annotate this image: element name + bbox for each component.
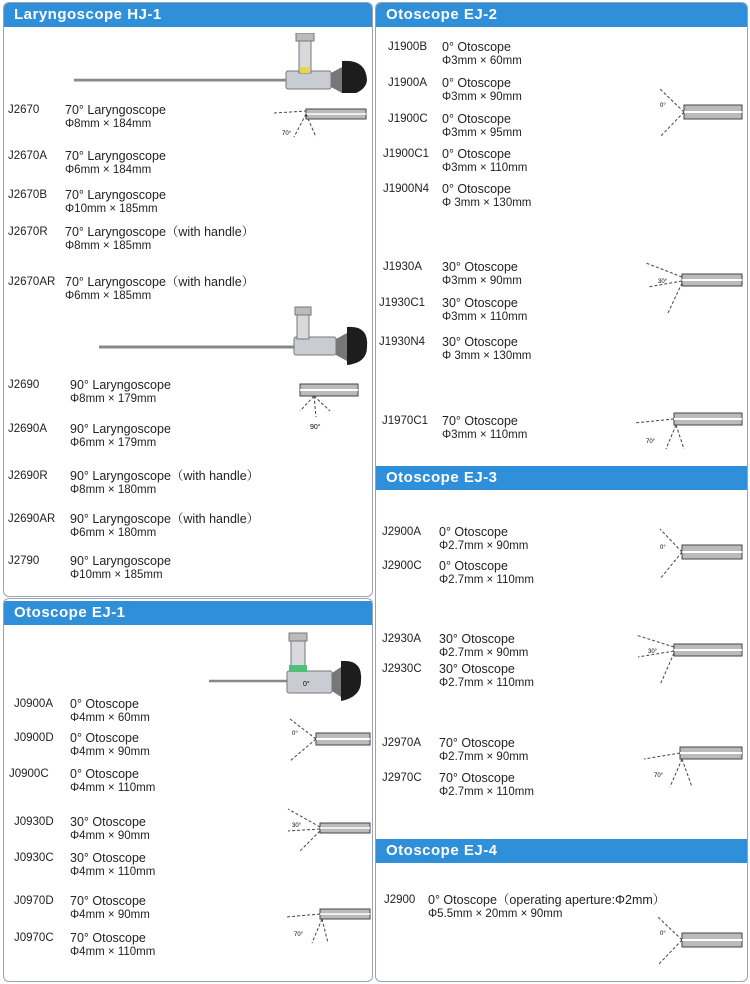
product-dimensions: Φ8mm × 184mm bbox=[65, 118, 152, 130]
product-dimensions: Φ4mm × 90mm bbox=[70, 830, 150, 842]
product-dimensions: Φ3mm × 95mm bbox=[442, 127, 522, 139]
angle-label: 30° bbox=[658, 279, 668, 285]
product-name: 0° Otoscope bbox=[442, 40, 511, 54]
product-code: J2930A bbox=[382, 633, 422, 645]
product-name: 70° Otoscope bbox=[70, 894, 146, 908]
otoscope-30-tip-diagram bbox=[286, 805, 371, 855]
product-code: J1930A bbox=[383, 261, 423, 273]
product-name: 70° Laryngoscope（with handle） bbox=[65, 225, 255, 239]
product-name: 0° Otoscope bbox=[70, 697, 139, 711]
otoscope-ej1-illustration bbox=[209, 631, 369, 701]
product-name: 30° Otoscope bbox=[70, 851, 146, 865]
product-dimensions: Φ2.7mm × 90mm bbox=[439, 751, 529, 763]
product-name: 70° Otoscope bbox=[442, 414, 518, 428]
product-dimensions: Φ2.7mm × 90mm bbox=[439, 647, 529, 659]
product-name: 30° Otoscope bbox=[439, 662, 515, 676]
otoscope-right-panel bbox=[375, 2, 748, 982]
product-dimensions: Φ4mm × 60mm bbox=[70, 712, 150, 724]
product-code: J2900 bbox=[384, 894, 416, 906]
product-dimensions: Φ2.7mm × 110mm bbox=[439, 574, 534, 586]
product-dimensions: Φ5.5mm × 20mm × 90mm bbox=[428, 908, 563, 920]
product-name: 0° Otoscope bbox=[439, 525, 508, 539]
laryngoscope-hj1-panel bbox=[3, 2, 373, 597]
section-title: Otoscope EJ-3 bbox=[376, 466, 747, 490]
section-title: Otoscope EJ-1 bbox=[4, 601, 372, 625]
angle-label: 70° bbox=[654, 773, 664, 779]
product-name: 90° Laryngoscope bbox=[70, 378, 171, 392]
product-name: 90° Laryngoscope（with handle） bbox=[70, 512, 260, 526]
product-code: J1900A bbox=[388, 77, 428, 89]
product-code: J2670AR bbox=[8, 276, 56, 288]
product-dimensions: Φ6mm × 185mm bbox=[65, 290, 152, 302]
product-name: 30° Otoscope bbox=[70, 815, 146, 829]
section-title: Otoscope EJ-4 bbox=[376, 839, 747, 863]
product-name: 0° Otoscope bbox=[70, 767, 139, 781]
product-code: J1900C1 bbox=[383, 148, 430, 160]
product-dimensions: Φ10mm × 185mm bbox=[65, 203, 158, 215]
angle-label: 30° bbox=[648, 649, 658, 655]
product-code: J0900A bbox=[14, 698, 54, 710]
product-code: J0970C bbox=[14, 932, 54, 944]
product-code: J1900B bbox=[388, 41, 428, 53]
product-code: J0930D bbox=[14, 816, 54, 828]
product-code: J2930C bbox=[382, 663, 422, 675]
laryngoscope-70-tip-diagram bbox=[274, 97, 369, 139]
product-dimensions: Φ8mm × 179mm bbox=[70, 393, 157, 405]
product-dimensions: Φ8mm × 180mm bbox=[70, 484, 157, 496]
product-name: 70° Otoscope bbox=[70, 931, 146, 945]
otoscope-70-tip-diagram bbox=[286, 899, 371, 949]
product-dimensions: Φ2.7mm × 110mm bbox=[439, 677, 534, 689]
product-code: J0900D bbox=[14, 732, 54, 744]
otoscope-ej1-panel bbox=[3, 598, 373, 982]
angle-label: 0° bbox=[660, 103, 666, 109]
angle-label: 30° bbox=[292, 823, 302, 829]
product-name: 70° Laryngoscope bbox=[65, 188, 166, 202]
product-dimensions: Φ4mm × 110mm bbox=[70, 946, 156, 958]
section-title: Otoscope EJ-2 bbox=[376, 3, 747, 27]
product-name: 70° Otoscope bbox=[439, 736, 515, 750]
product-code: J2690R bbox=[8, 470, 48, 482]
laryngoscope-90-illustration bbox=[99, 305, 369, 365]
ej3-30-tip-diagram bbox=[634, 631, 744, 687]
scope-angle-label: 0° bbox=[303, 681, 310, 688]
product-name: 0° Otoscope bbox=[442, 182, 511, 196]
product-name: 70° Laryngoscope（with handle） bbox=[65, 275, 255, 289]
product-dimensions: Φ4mm × 110mm bbox=[70, 866, 156, 878]
product-name: 90° Laryngoscope bbox=[70, 554, 171, 568]
angle-label: 0° bbox=[292, 731, 298, 737]
ej3-70-tip-diagram bbox=[644, 737, 744, 791]
product-name: 30° Otoscope bbox=[442, 335, 518, 349]
product-name: 70° Otoscope bbox=[439, 771, 515, 785]
product-name: 30° Otoscope bbox=[439, 632, 515, 646]
product-dimensions: Φ2.7mm × 90mm bbox=[439, 540, 529, 552]
product-code: J2670A bbox=[8, 150, 48, 162]
product-code: J2690 bbox=[8, 379, 40, 391]
product-code: J2690AR bbox=[8, 513, 56, 525]
product-code: J2900A bbox=[382, 526, 422, 538]
product-dimensions: Φ8mm × 185mm bbox=[65, 240, 152, 252]
product-code: J1930N4 bbox=[379, 336, 426, 348]
product-name: 0° Otoscope bbox=[442, 76, 511, 90]
laryngoscope-90-tip-diagram bbox=[294, 381, 364, 433]
ej4-0-tip-diagram bbox=[654, 913, 744, 969]
product-dimensions: Φ 3mm × 130mm bbox=[442, 350, 532, 362]
otoscope-0-tip-diagram bbox=[286, 715, 371, 765]
laryngoscope-70-illustration bbox=[74, 33, 373, 93]
product-name: 0° Otoscope bbox=[442, 147, 511, 161]
product-code: J2670B bbox=[8, 189, 48, 201]
product-dimensions: Φ2.7mm × 110mm bbox=[439, 786, 534, 798]
angle-label: 90° bbox=[310, 424, 321, 431]
product-name: 70° Laryngoscope bbox=[65, 103, 166, 117]
product-dimensions: Φ3mm × 110mm bbox=[442, 429, 528, 441]
product-name: 30° Otoscope bbox=[442, 260, 518, 274]
angle-label: 0° bbox=[660, 931, 666, 937]
product-dimensions: Φ4mm × 90mm bbox=[70, 746, 150, 758]
product-dimensions: Φ6mm × 179mm bbox=[70, 437, 157, 449]
product-dimensions: Φ6mm × 180mm bbox=[70, 527, 157, 539]
product-dimensions: Φ6mm × 184mm bbox=[65, 164, 152, 176]
product-code: J1970C1 bbox=[382, 415, 429, 427]
product-code: J2670R bbox=[8, 226, 48, 238]
product-dimensions: Φ3mm × 90mm bbox=[442, 91, 522, 103]
ej3-0-tip-diagram bbox=[656, 525, 744, 583]
section-title: Laryngoscope HJ-1 bbox=[4, 3, 372, 27]
product-code: J0900C bbox=[9, 768, 49, 780]
product-name: 0° Otoscope bbox=[70, 731, 139, 745]
angle-label: 70° bbox=[646, 439, 656, 445]
ej2-0-tip-diagram bbox=[656, 85, 744, 141]
product-code: J2900C bbox=[382, 560, 422, 572]
product-code: J1900N4 bbox=[383, 183, 430, 195]
product-dimensions: Φ4mm × 90mm bbox=[70, 909, 150, 921]
product-dimensions: Φ 3mm × 130mm bbox=[442, 197, 532, 209]
product-code: J2790 bbox=[8, 555, 40, 567]
angle-label: 70° bbox=[282, 131, 292, 137]
product-dimensions: Φ4mm × 110mm bbox=[70, 782, 156, 794]
product-code: J0970D bbox=[14, 895, 54, 907]
product-dimensions: Φ3mm × 110mm bbox=[442, 311, 528, 323]
product-dimensions: Φ3mm × 110mm bbox=[442, 162, 528, 174]
product-name: 90° Laryngoscope bbox=[70, 422, 171, 436]
ej2-70-tip-diagram bbox=[634, 407, 744, 451]
product-dimensions: Φ3mm × 90mm bbox=[442, 275, 522, 287]
product-code: J2670 bbox=[8, 104, 40, 116]
product-name: 0° Otoscope（operating aperture:Φ2mm） bbox=[428, 893, 666, 907]
product-code: J2690A bbox=[8, 423, 48, 435]
product-dimensions: Φ3mm × 60mm bbox=[442, 55, 522, 67]
product-code: J1900C bbox=[388, 113, 428, 125]
product-name: 70° Laryngoscope bbox=[65, 149, 166, 163]
product-name: 30° Otoscope bbox=[442, 296, 518, 310]
angle-label: 0° bbox=[660, 545, 666, 551]
angle-label: 70° bbox=[294, 932, 304, 938]
product-name: 0° Otoscope bbox=[442, 112, 511, 126]
product-dimensions: Φ10mm × 185mm bbox=[70, 569, 163, 581]
product-code: J1930C1 bbox=[379, 297, 426, 309]
product-name: 0° Otoscope bbox=[439, 559, 508, 573]
product-code: J2970A bbox=[382, 737, 422, 749]
product-name: 90° Laryngoscope（with handle） bbox=[70, 469, 260, 483]
ej2-30-tip-diagram bbox=[644, 259, 744, 315]
product-code: J0930C bbox=[14, 852, 54, 864]
product-code: J2970C bbox=[382, 772, 422, 784]
